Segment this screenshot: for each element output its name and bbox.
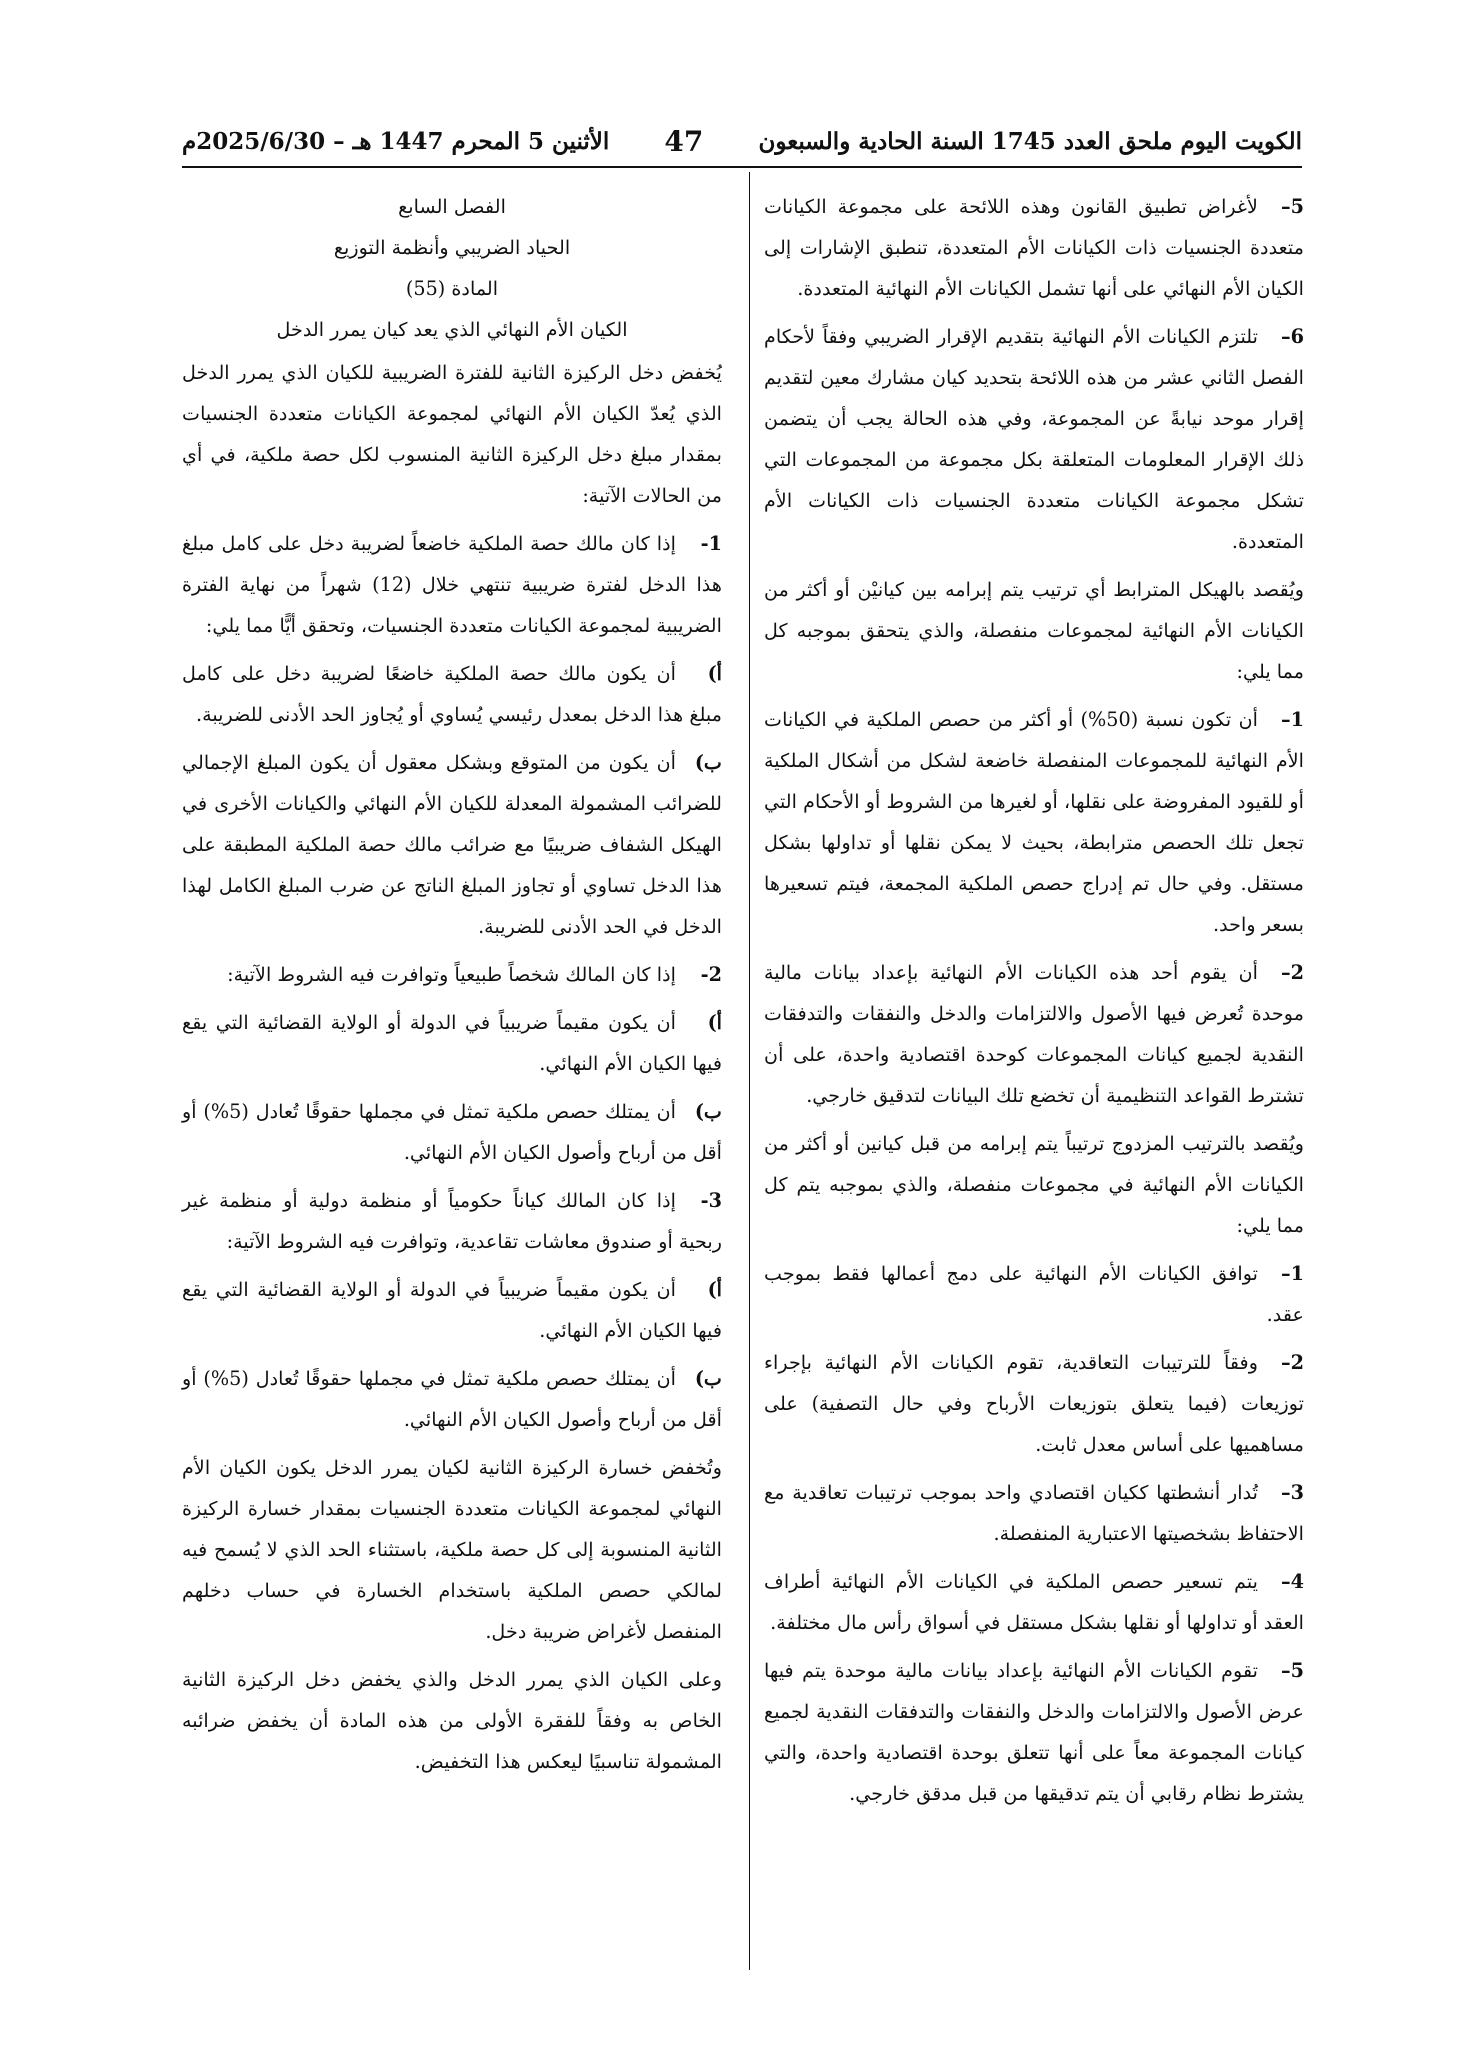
paragraph bbox=[182, 352, 722, 516]
paragraph bbox=[764, 569, 1304, 692]
paragraph bbox=[182, 954, 722, 995]
item-number: ب) bbox=[694, 751, 722, 774]
paragraph-text: ويُقصد بالهيكل المترابط أي ترتيب يتم إبرامه بين كيانيْن أو أكثر من الكيانات الأم النهائية لمجموعات منفصلة، والذي يتحقق بموجبه كل مما يلي: bbox=[764, 578, 1304, 683]
paragraph-text: توافق الكيانات الأم النهائية على دمج أعمالها فقط بموجب عقد. bbox=[764, 1262, 1304, 1326]
paragraph-text: يتم تسعير حصص الملكية في الكيانات الأم النهائية أطراف العقد أو تداولها أو نقلها بشكل مستقل في أسواق رأس مال مختلفة. bbox=[764, 1570, 1304, 1634]
paragraph bbox=[182, 742, 722, 947]
gazette-issue-title: الكويت اليوم ملحق العدد 1745 السنة الحادية والسبعون bbox=[758, 127, 1302, 155]
paragraph bbox=[182, 1358, 722, 1440]
paragraph bbox=[182, 1180, 722, 1262]
article-body bbox=[182, 352, 722, 1782]
item-number: 3- bbox=[700, 1189, 722, 1212]
paragraph bbox=[764, 1561, 1304, 1643]
paragraph-text: يُخفض دخل الركيزة الثانية للفترة الضريبية للكيان الذي يمرر الدخل الذي يُعدّ الكيان الأم النهائي لمجموعة الكيانات متعددة الجنسيات بمقدار مبلغ دخل الركيزة الثانية المنسوب لكل حصة ملكية، في أي من الحالات الآتية: bbox=[182, 361, 722, 507]
paragraph bbox=[764, 1472, 1304, 1554]
paragraph-text: لأغراض تطبيق القانون وهذه اللائحة على مجموعة الكيانات متعددة الجنسيات ذات الكيانات الأم المتعددة، تنطبق الإشارات إلى الكيان الأم النهائي على أنها تشمل الكيانات الأم النهائية المتعددة. bbox=[764, 195, 1304, 300]
paragraph-text: أن يقوم أحد هذه الكيانات الأم النهائية بإعداد بيانات مالية موحدة تُعرض فيها الأصول والالتزامات والدخل والنفقات والتدفقات النقدية لجميع كيانات المجموعات كوحدة اقتصادية واحدة، على أن تشترط القواعد التنظيمية أن تخضع تلك البيانات لتدقيق خارجي. bbox=[764, 961, 1304, 1107]
paragraph-text: أن يكون من المتوقع وبشكل معقول أن يكون المبلغ الإجمالي للضرائب المشمولة المعدلة للكيان الأم النهائي والكيانات الأخرى في الهيكل الشفاف ضريبيًا مع ضرائب مالك حصة الملكية المطبقة على هذا الدخل تساوي أو تجاوز المبلغ الناتج عن ضرب المبلغ الكامل لهذا الدخل في الحد الأدنى للضريبة. bbox=[182, 751, 722, 938]
item-number: 2- bbox=[700, 963, 722, 986]
item-number: 2– bbox=[1281, 961, 1304, 984]
paragraph-text: ويُقصد بالترتيب المزدوج ترتيباً يتم إبرامه من قبل كيانين أو أكثر من الكيانات الأم النهائية في مجموعات منفصلة، والذي بموجبه يتم كل مما يلي: bbox=[764, 1132, 1304, 1237]
paragraph bbox=[182, 1269, 722, 1351]
left-column bbox=[182, 186, 722, 1789]
paragraph bbox=[764, 186, 1304, 309]
paragraph bbox=[182, 653, 722, 735]
item-number: 5– bbox=[1281, 1659, 1304, 1682]
chapter-heading: الفصل السابع bbox=[398, 195, 506, 218]
item-number: 4– bbox=[1281, 1570, 1304, 1593]
item-number: 1- bbox=[700, 532, 722, 555]
paragraph-text: تقوم الكيانات الأم النهائية بإعداد بيانات مالية موحدة يتم فيها عرض الأصول والالتزامات والدخل والنفقات والتدفقات النقدية لجميع كيانات المجموعة معاً على أنها تتعلق بوحدة اقتصادية واحدة، والتي يشترط نظام رقابي أن يتم تدقيقها من قبل مدقق خارجي. bbox=[764, 1659, 1304, 1805]
paragraph bbox=[182, 1002, 722, 1084]
item-number: أ) bbox=[707, 1011, 722, 1034]
item-number: ب) bbox=[694, 1100, 722, 1123]
paragraph bbox=[764, 1650, 1304, 1814]
paragraph-text: وعلى الكيان الذي يمرر الدخل والذي يخفض دخل الركيزة الثانية الخاص به وفقاً للفقرة الأولى من هذه المادة أن يخفض ضرائبه المشمولة تناسبيًا ليعكس هذا التخفيض. bbox=[182, 1668, 722, 1773]
paragraph-text: تُدار أنشطتها ككيان اقتصادي واحد بموجب ترتيبات تعاقدية مع الاحتفاظ بشخصيتها الاعتبارية المنفصلة. bbox=[764, 1481, 1304, 1545]
article-heading: المادة (55) bbox=[405, 277, 499, 300]
paragraph-text: وتُخفض خسارة الركيزة الثانية لكيان يمرر الدخل يكون الكيان الأم النهائي لمجموعة الكيانات متعددة الجنسيات بمقدار خسارة الركيزة الثانية المنسوبة إلى كل حصة ملكية، باستثناء الحد الذي لا يُسمح فيه لمالكي حصص الملكية باستخدام الخسارة في حساب دخلهم المنفصل لأغراض ضريبة دخل. bbox=[182, 1456, 722, 1643]
header-rule bbox=[182, 166, 1302, 168]
item-number: ب) bbox=[694, 1367, 722, 1390]
paragraph-text: إذا كان المالك كياناً حكومياً أو منظمة دولية أو منظمة غير ربحية أو صندوق معاشات تقاعدية، وتوافرت فيه الشروط الآتية: bbox=[182, 1189, 722, 1253]
paragraph bbox=[764, 952, 1304, 1116]
paragraph-text: وفقاً للترتيبات التعاقدية، تقوم الكيانات الأم النهائية بإجراء توزيعات (فيما يتعلق بتوزيعات الأرباح وفي حال التصفية) على مساهميها على أساس معدل ثابت. bbox=[764, 1351, 1304, 1456]
item-number: أ) bbox=[707, 662, 722, 685]
issue-date: الأثنين 5 المحرم 1447 هـ – 2025/6/30م bbox=[182, 127, 610, 155]
paragraph bbox=[764, 316, 1304, 562]
paragraph-text: أن يمتلك حصص ملكية تمثل في مجملها حقوقًا تُعادل (5%) أو أقل من أرباح وأصول الكيان الأم النهائي. bbox=[182, 1100, 722, 1164]
paragraph bbox=[182, 1091, 722, 1173]
paragraph bbox=[182, 1447, 722, 1652]
paragraph-text: إذا كان المالك شخصاً طبيعياً وتوافرت فيه الشروط الآتية: bbox=[227, 963, 676, 986]
column-divider bbox=[749, 172, 750, 1970]
paragraph-text: أن يمتلك حصص ملكية تمثل في مجملها حقوقًا تُعادل (5%) أو أقل من أرباح وأصول الكيان الأم النهائي. bbox=[182, 1367, 722, 1431]
paragraph bbox=[764, 1123, 1304, 1246]
paragraph-text: إذا كان مالك حصة الملكية خاضعاً لضريبة دخل على كامل مبلغ هذا الدخل لفترة ضريبية تنتهي خلال (12) شهراً من نهاية الفترة الضريبية لمجموعة الكيانات متعددة الجنسيات، وتحقق أيًّا مما يلي: bbox=[182, 532, 723, 637]
paragraph bbox=[182, 523, 722, 646]
page-header bbox=[182, 118, 1302, 164]
paragraph-text: أن تكون نسبة (50%) أو أكثر من حصص الملكية في الكيانات الأم النهائية للمجموعات المنفصلة خاضعة لشكل من أشكال الملكية أو للقيود المفروضة على نقلها، أو لغيرها من الشروط أو الأحكام التي تجعل تلك الحصص مترابطة، بحيث لا يمكن نقلها أو تداولها بشكل مستقل. وفي حال تم إدراج حصص الملكية المجمعة، فيتم تسعيرها بسعر واحد. bbox=[764, 708, 1304, 936]
paragraph bbox=[764, 1253, 1304, 1335]
item-number: 1– bbox=[1281, 708, 1304, 731]
item-number: أ) bbox=[707, 1278, 722, 1301]
paragraph-text: تلتزم الكيانات الأم النهائية بتقديم الإقرار الضريبي وفقاً لأحكام الفصل الثاني عشر من هذه اللائحة بتحديد كيان مشارك معين لتقديم إقرار موحد نيابةً عن المجموعة، وفي هذه الحالة يجب أن يتضمن ذلك الإقرار المعلومات المتعلقة بكل مجموعة من المجموعات التي تشكل مجموعة الكيانات متعددة الجنسيات ذات الكيانات الأم المتعددة. bbox=[764, 325, 1304, 553]
article-title: الكيان الأم النهائي الذي يعد كيان يمرر الدخل bbox=[276, 318, 628, 341]
item-number: 6– bbox=[1281, 325, 1304, 348]
chapter-title: الحياد الضريبي وأنظمة التوزيع bbox=[333, 236, 571, 259]
item-number: 2– bbox=[1281, 1351, 1304, 1374]
item-number: 1– bbox=[1281, 1262, 1304, 1285]
paragraph bbox=[764, 699, 1304, 945]
paragraph-text: أن يكون مقيماً ضريبياً في الدولة أو الولاية القضائية التي يقع فيها الكيان الأم النهائي. bbox=[182, 1278, 722, 1342]
item-number: 5– bbox=[1281, 195, 1304, 218]
paragraph-text: أن يكون مالك حصة الملكية خاضعًا لضريبة دخل على كامل مبلغ هذا الدخل بمعدل رئيسي يُساوي أو يُجاوز الحد الأدنى للضريبة. bbox=[182, 662, 722, 726]
page-number: 47 bbox=[664, 124, 704, 158]
right-column bbox=[764, 186, 1304, 1821]
paragraph-text: أن يكون مقيماً ضريبياً في الدولة أو الولاية القضائية التي يقع فيها الكيان الأم النهائي. bbox=[182, 1011, 722, 1075]
paragraph bbox=[764, 1342, 1304, 1465]
item-number: 3– bbox=[1281, 1481, 1304, 1504]
paragraph bbox=[182, 1659, 722, 1782]
